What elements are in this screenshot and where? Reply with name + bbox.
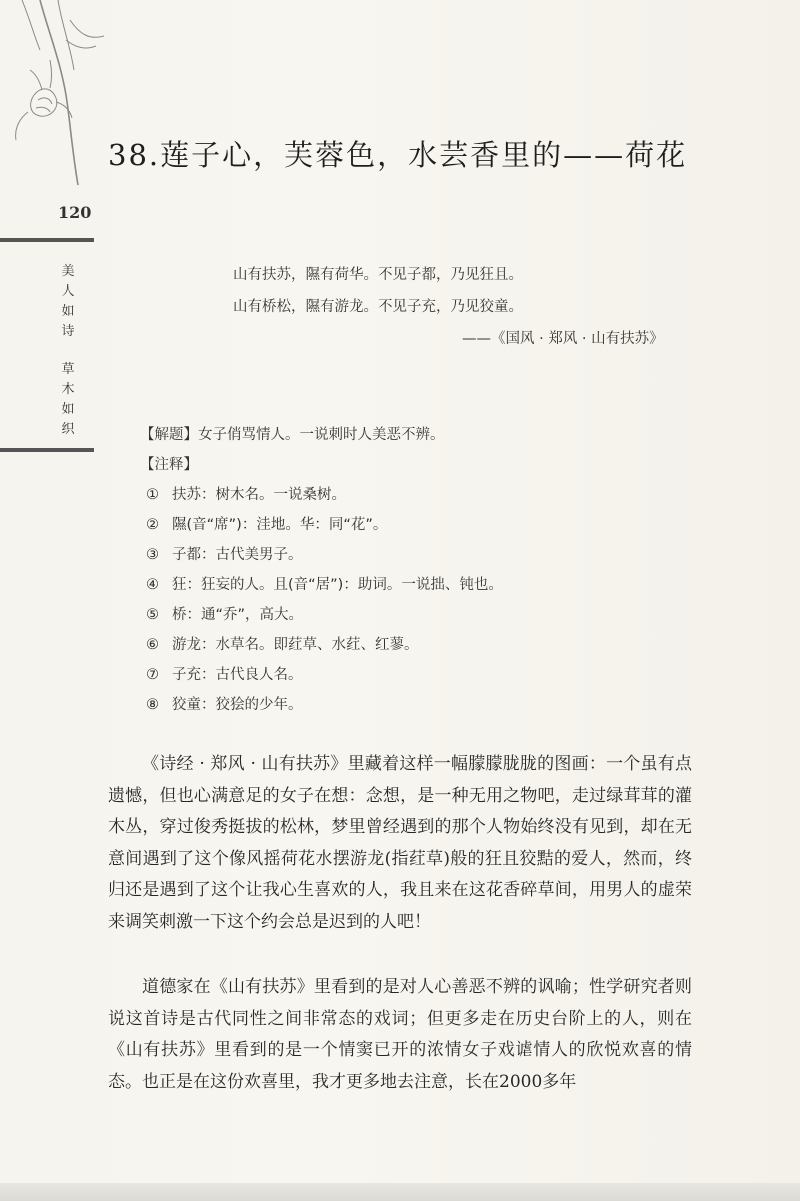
poem-line: 山有桥松，隰有游龙。不见子充，乃见狡童。: [233, 299, 523, 315]
annotation-number: ②: [146, 517, 159, 533]
annotation-text: 狂：狂妄的人。且(音“居”)：助词。一说拙、钝也。: [172, 577, 503, 593]
annotation-item: [140, 634, 740, 664]
side-title-char: 人: [61, 284, 75, 299]
annotation-text: 游龙：水草名。即荭草、水荭、红蓼。: [172, 637, 419, 653]
annotation-number: ⑧: [146, 697, 159, 713]
side-title-char: 诗: [61, 324, 75, 339]
annotation-text: 隰(音“席”)：洼地。华：同“花”。: [172, 517, 388, 533]
chapter-title: 38.莲子心，芙蓉色，水芸香里的——荷花: [108, 138, 688, 172]
side-title-char: 木: [61, 382, 75, 397]
annotation-text: 桥：通“乔”，高大。: [172, 607, 304, 623]
body-paragraph: 《诗经 · 郑风 · 山有扶苏》里藏着这样一幅朦朦胧胧的图画：一个虽有点遗憾，但也心满意足的女子在想：念想，是一种无用之物吧，走过绿茸茸的灌木丛，穿过俊秀挺拔的松林，梦里曾经遇到的那个人物始终没有见到，却在无意间遇到了这个像风摇荷花水摆游龙(指荭草)般的狂且狡黠的爱人，然而，终归还是遇到了这个让我心生喜欢的人，我且来在这花香碎草间，用男人的虚荣来调笑刺激一下这个约会总是迟到的人吧！: [108, 754, 692, 932]
annotation-header: 【注释】: [140, 457, 198, 473]
annotation-number: ③: [146, 547, 159, 563]
annotation-number: ④: [146, 577, 159, 593]
annotation-number: ⑤: [146, 607, 159, 623]
annotation-text: 子充：古代良人名。: [172, 667, 303, 683]
annotation-text: 扶苏：树木名。一说桑树。: [172, 487, 346, 503]
page-number: 120: [58, 203, 92, 222]
side-rule-bottom: [0, 448, 94, 452]
annotation-number: ⑥: [146, 637, 159, 653]
explanation-note: 【解题】女子俏骂情人。一说刺时人美恶不辨。: [140, 427, 445, 443]
notes-section: [140, 424, 740, 724]
side-title-char: 草: [61, 362, 75, 377]
side-title-char: 如: [61, 304, 75, 319]
annotation-item: [140, 664, 740, 694]
annotation-number: ⑦: [146, 667, 159, 683]
annotation-item: [140, 694, 740, 724]
lotus-illustration: [0, 0, 110, 190]
scan-edge: [0, 1183, 800, 1201]
annotation-item: [140, 574, 740, 604]
annotation-item: [140, 514, 740, 544]
running-book-title: [58, 262, 78, 440]
annotation-item: [140, 484, 740, 514]
side-title-char: 织: [61, 422, 75, 437]
poem-source: ——《国风 · 郑风 · 山有扶苏》: [462, 331, 664, 347]
body-paragraph: 道德家在《山有扶苏》里看到的是对人心善恶不辨的讽喻；性学研究者则说这首诗是古代同性之间非常态的戏词；但更多走在历史台阶上的人，则在《山有扶苏》里看到的是一个情窦已开的浓情女子戏谑情人的欣悦欢喜的情态。也正是在这份欢喜里，我才更多地去注意，长在2000多年: [108, 977, 692, 1092]
side-rule-top: [0, 238, 94, 242]
annotation-text: 子都：古代美男子。: [172, 547, 303, 563]
annotation-number: ①: [146, 487, 159, 503]
annotation-item: [140, 544, 740, 574]
poem-line: 山有扶苏，隰有荷华。不见子都，乃见狂且。: [233, 267, 523, 283]
side-title-char: 美: [61, 264, 75, 279]
side-title-char: 如: [61, 402, 75, 417]
annotation-text: 狡童：狡狯的少年。: [172, 697, 303, 713]
side-title-gap: [58, 342, 78, 360]
annotation-item: [140, 604, 740, 634]
